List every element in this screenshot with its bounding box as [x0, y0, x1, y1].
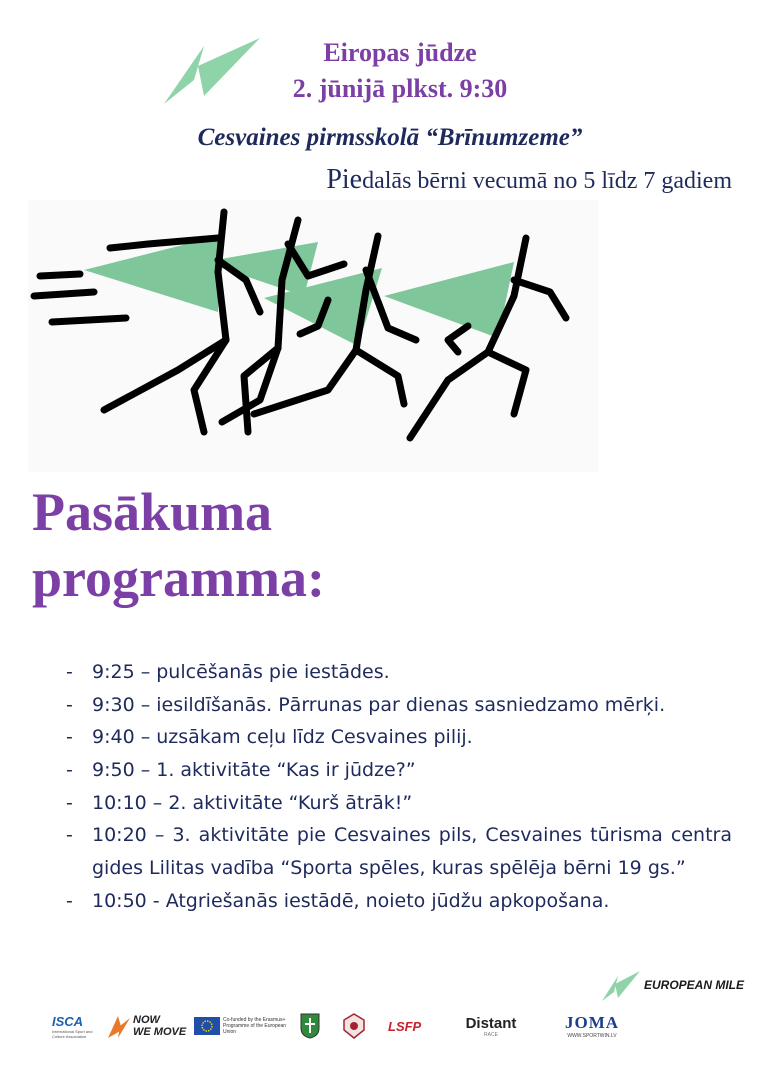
erasmus-eu-logo [194, 1006, 294, 1046]
bullet-dash: - [66, 726, 73, 749]
distant-logo-text: Distant [465, 1014, 517, 1032]
event-venue: Cesvaines pirmsskolā “Brīnumzeme” [197, 124, 583, 151]
joma-logo [542, 1006, 642, 1046]
schedule-item-text: 9:40 – uzsākam ceļu līdz Cesvaines pilij. [92, 726, 473, 749]
sponsor-logos [52, 1006, 742, 1046]
bullet-dash: - [66, 693, 73, 716]
event-date-time: 2. jūnijā plkst. 9:30 [292, 74, 508, 103]
program-heading-line2: programma: [32, 547, 325, 608]
schedule-item [66, 721, 732, 754]
eu-flag-icon [194, 1017, 220, 1035]
now-we-move-line1: NOW [133, 1014, 160, 1026]
schedule-item [66, 819, 732, 884]
joma-logo-text: JOMA [564, 1013, 620, 1032]
isca-logo-subtext: International Sport and Culture Association [52, 1028, 93, 1039]
program-heading [32, 480, 732, 612]
erasmus-text: Co-funded by the Erasmus+ Programme of the European Union [223, 1017, 287, 1035]
bullet-dash: - [66, 791, 73, 814]
schedule-item [66, 787, 732, 820]
schedule-item [66, 656, 732, 689]
european-mile-small-icon [600, 970, 640, 1002]
schedule-item-text: 9:30 – iesildīšanās. Pārrunas par dienas sasniedzamo mērķi. [92, 693, 666, 716]
municipality-crest-logo [300, 1006, 324, 1046]
bullet-dash: - [66, 824, 73, 847]
event-title: Eiropas jūdze [323, 38, 477, 67]
schedule-item-text: 9:50 – 1. aktivitāte “Kas ir jūdze?” [92, 759, 416, 782]
european-mile-logo-icon [160, 36, 264, 106]
shield-crest-icon [300, 1013, 320, 1039]
schedule-item [66, 885, 732, 918]
lsfp-logo [388, 1006, 444, 1046]
distant-race-logo [456, 1006, 526, 1046]
ministry-logo [340, 1006, 376, 1046]
isca-logo-text: ISCA [52, 1013, 84, 1029]
now-we-move-logo [108, 1006, 188, 1046]
joma-logo-subtext: WWW.SPORTWIN.LV [567, 1033, 617, 1039]
schedule-item-text: 10:50 - Atgriešanās iestādē, noieto jūdžu apkopošana. [92, 889, 610, 912]
program-heading-line1: Pasākuma [32, 482, 273, 542]
schedule-item-text: 9:25 – pulcēšanās pie iestādes. [92, 661, 390, 683]
bullet-dash: - [66, 759, 73, 782]
european-mile-badge [600, 970, 750, 1004]
schedule-item-text: 10:10 – 2. aktivitāte “Kurš ātrāk!” [92, 791, 413, 814]
isca-logo [52, 1006, 100, 1046]
schedule-item [66, 754, 732, 787]
schedule-list [66, 656, 732, 917]
participants-note [326, 164, 732, 196]
now-we-move-icon [108, 1014, 130, 1038]
european-mile-label: EUROPEAN MILE [644, 978, 745, 992]
schedule-item-text: 10:20 – 3. aktivitāte pie Cesvaines pils, Cesvaines tūrisma centra gides Lilitas vadība “Sporta spēles, kuras spēlēja bērni 19 gs.” [92, 824, 732, 880]
now-we-move-line2: WE MOVE [133, 1026, 187, 1038]
schedule-item [66, 689, 732, 722]
runners-illustration [28, 200, 598, 472]
distant-logo-subtext: RACE [484, 1031, 498, 1038]
participants-note-prefix: Pie [326, 164, 363, 195]
bullet-dash: - [66, 889, 73, 912]
lsfp-logo-text: LSFP [388, 1018, 422, 1034]
participants-note-rest: dalās bērni vecumā no 5 līdz 7 gadiem [362, 168, 732, 194]
coat-of-arms-icon [340, 1012, 368, 1040]
bullet-dash: - [66, 661, 73, 683]
